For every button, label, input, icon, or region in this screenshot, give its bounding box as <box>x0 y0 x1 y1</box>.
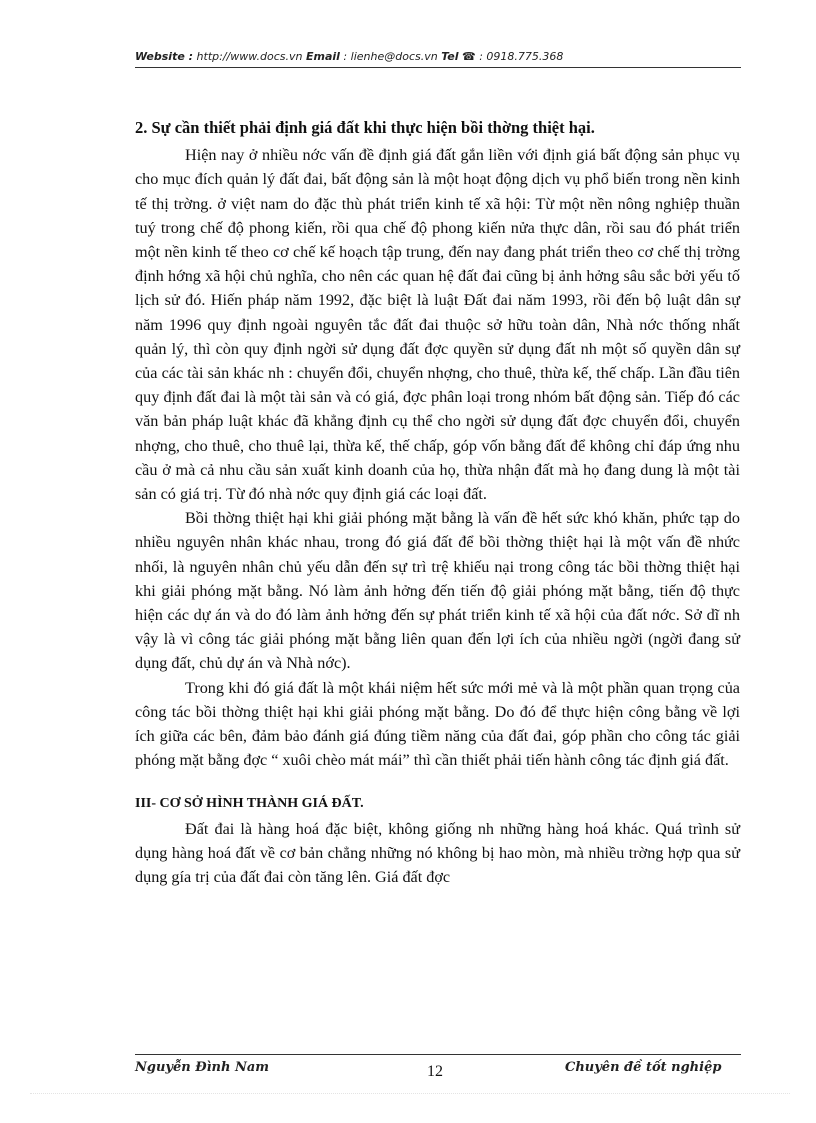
email-label: Email <box>305 50 340 63</box>
paragraph-2: Bồi thờng thiệt hại khi giải phóng mặt bằng là vấn đề hết sức khó khăn, phức tạp do nhiều nguyên nhân khác nhau, trong đó giá đất để bồi thờng thiệt hại là một vấn đề nhức nhối, là nguyên nhân chủ yếu dẫn đến sự trì trệ khiếu nại trong công tác bồi thờng thiệt hại khi giải phóng mặt bằng. Nó làm ảnh hởng đến tiến độ giải phóng mặt bằng, tiến độ thực hiện các dự án và do đó làm ảnh hởng đến sự phát triển kinh tế xã hội của đất nớc. Sở dĩ nh vậy là vì công tác giải phóng mặt bằng liên quan đến lợi ích của nhiều ngời (ngời đang sử dụng đất, chủ dự án và Nhà nớc). <box>135 509 740 673</box>
tel-value: : 0918.775.368 <box>475 50 564 63</box>
footer-doc-type: Chuyên đề tốt nghiệp <box>565 1060 722 1075</box>
section3-paragraph: Đất đai là hàng hoá đặc biệt, không giống nh những hàng hoá khác. Quá trình sử dụng hàng hoá đất về cơ bản chẳng những nó không bị hao mòn, mà nhiều trờng hợp qua sử dụng gía trị của đất đai còn tăng lên. Giá đất đợc <box>135 819 740 887</box>
website-label: Website : <box>135 50 194 63</box>
paragraph-1: Hiện nay ở nhiều nớc vấn đề định giá đất gắn liền với định giá bất động sản phục vụ cho mục đích quản lý đất đai, bất động sản là một hoạt động dịch vụ phổ biến trong nền kinh tế thị trờng. ở việt nam do đặc thù phát triển kinh tế xã hội: Từ một nền nông nghiệp thuần tuý trong chế độ phong kiến, rồi qua chế độ phong kiến nửa thực dân, rồi sau đó phát triển một nền kinh tế theo cơ chế kế hoạch tập trung, đến nay đang phát triển theo cơ chế thị trờng định hớng xã hội chủ nghĩa, cho nên các quan hệ đất đai cũng bị ảnh hởng sâu sắc bởi yếu tố lịch sử đó. Hiến pháp năm 1992, đặc biệt là luật Đất đai năm 1993, rồi đến bộ luật dân sự năm 1996 quy định ngoài nguyên tắc đất đai thuộc sở hữu toàn dân, Nhà nớc thống nhất quản lý, thì còn quy định ngời sử dụng đất đợc quyền sử dụng đất nh một số quyền dân sự của các tài sản khác nh : chuyển đổi, chuyển nhợng, cho thuê, thừa kế, thế chấp. Lần đầu tiên quy định đất đai là một tài sản và có giá, đợc phân loại trong nhóm bất động sản. Tiếp đó các văn bản pháp luật khác đã khẳng định cụ thể cho ngời sử dụng đất đợc chuyển đổi, chuyển nhợng, cho thuê, cho thuê lại, thừa kế, thế chấp, góp vốn bằng đất để không chỉ đáp ứng nhu cầu ở mà cả nhu cầu sản xuất kinh doanh của họ, thừa nhận đất mà họ đang dung là một tài sản có giá trị. Từ đó nhà nớc quy định giá các loại đất. <box>135 146 740 504</box>
tel-label: Tel <box>441 50 459 63</box>
email-value[interactable]: : lienhe@docs.vn <box>339 50 442 63</box>
footer-author: Nguyễn Đình Nam <box>135 1060 270 1075</box>
phone-icon: ☎ <box>462 50 476 63</box>
document-body <box>135 116 740 889</box>
footer-divider <box>135 1054 741 1055</box>
page-number: 12 <box>427 1063 443 1080</box>
bottom-dotted-line <box>30 1093 790 1094</box>
website-url[interactable]: http://www.docs.vn <box>193 50 306 63</box>
paragraph-3: Trong khi đó giá đất là một khái niệm hết sức mới mẻ và là một phần quan trọng của công tác bồi thờng thiệt hại khi giải phóng mặt bằng. Do đó để thực hiện công bằng về lợi ích giữa các bên, đảm bảo đánh giá đúng tiềm năng của đất đai, góp phần cho công tác giải phóng mặt bằng đợc “ xuôi chèo mát mái” thì cần thiết phải tiến hành công tác định giá đất. <box>135 678 740 770</box>
section-heading: 2. Sự cần thiết phải định giá đất khi thực hiện bồi thờng thiệt hại. <box>135 118 595 137</box>
header-divider <box>135 67 741 68</box>
section3-heading: III- CƠ SỞ HÌNH THÀNH GIÁ ĐẤT. <box>135 796 364 812</box>
